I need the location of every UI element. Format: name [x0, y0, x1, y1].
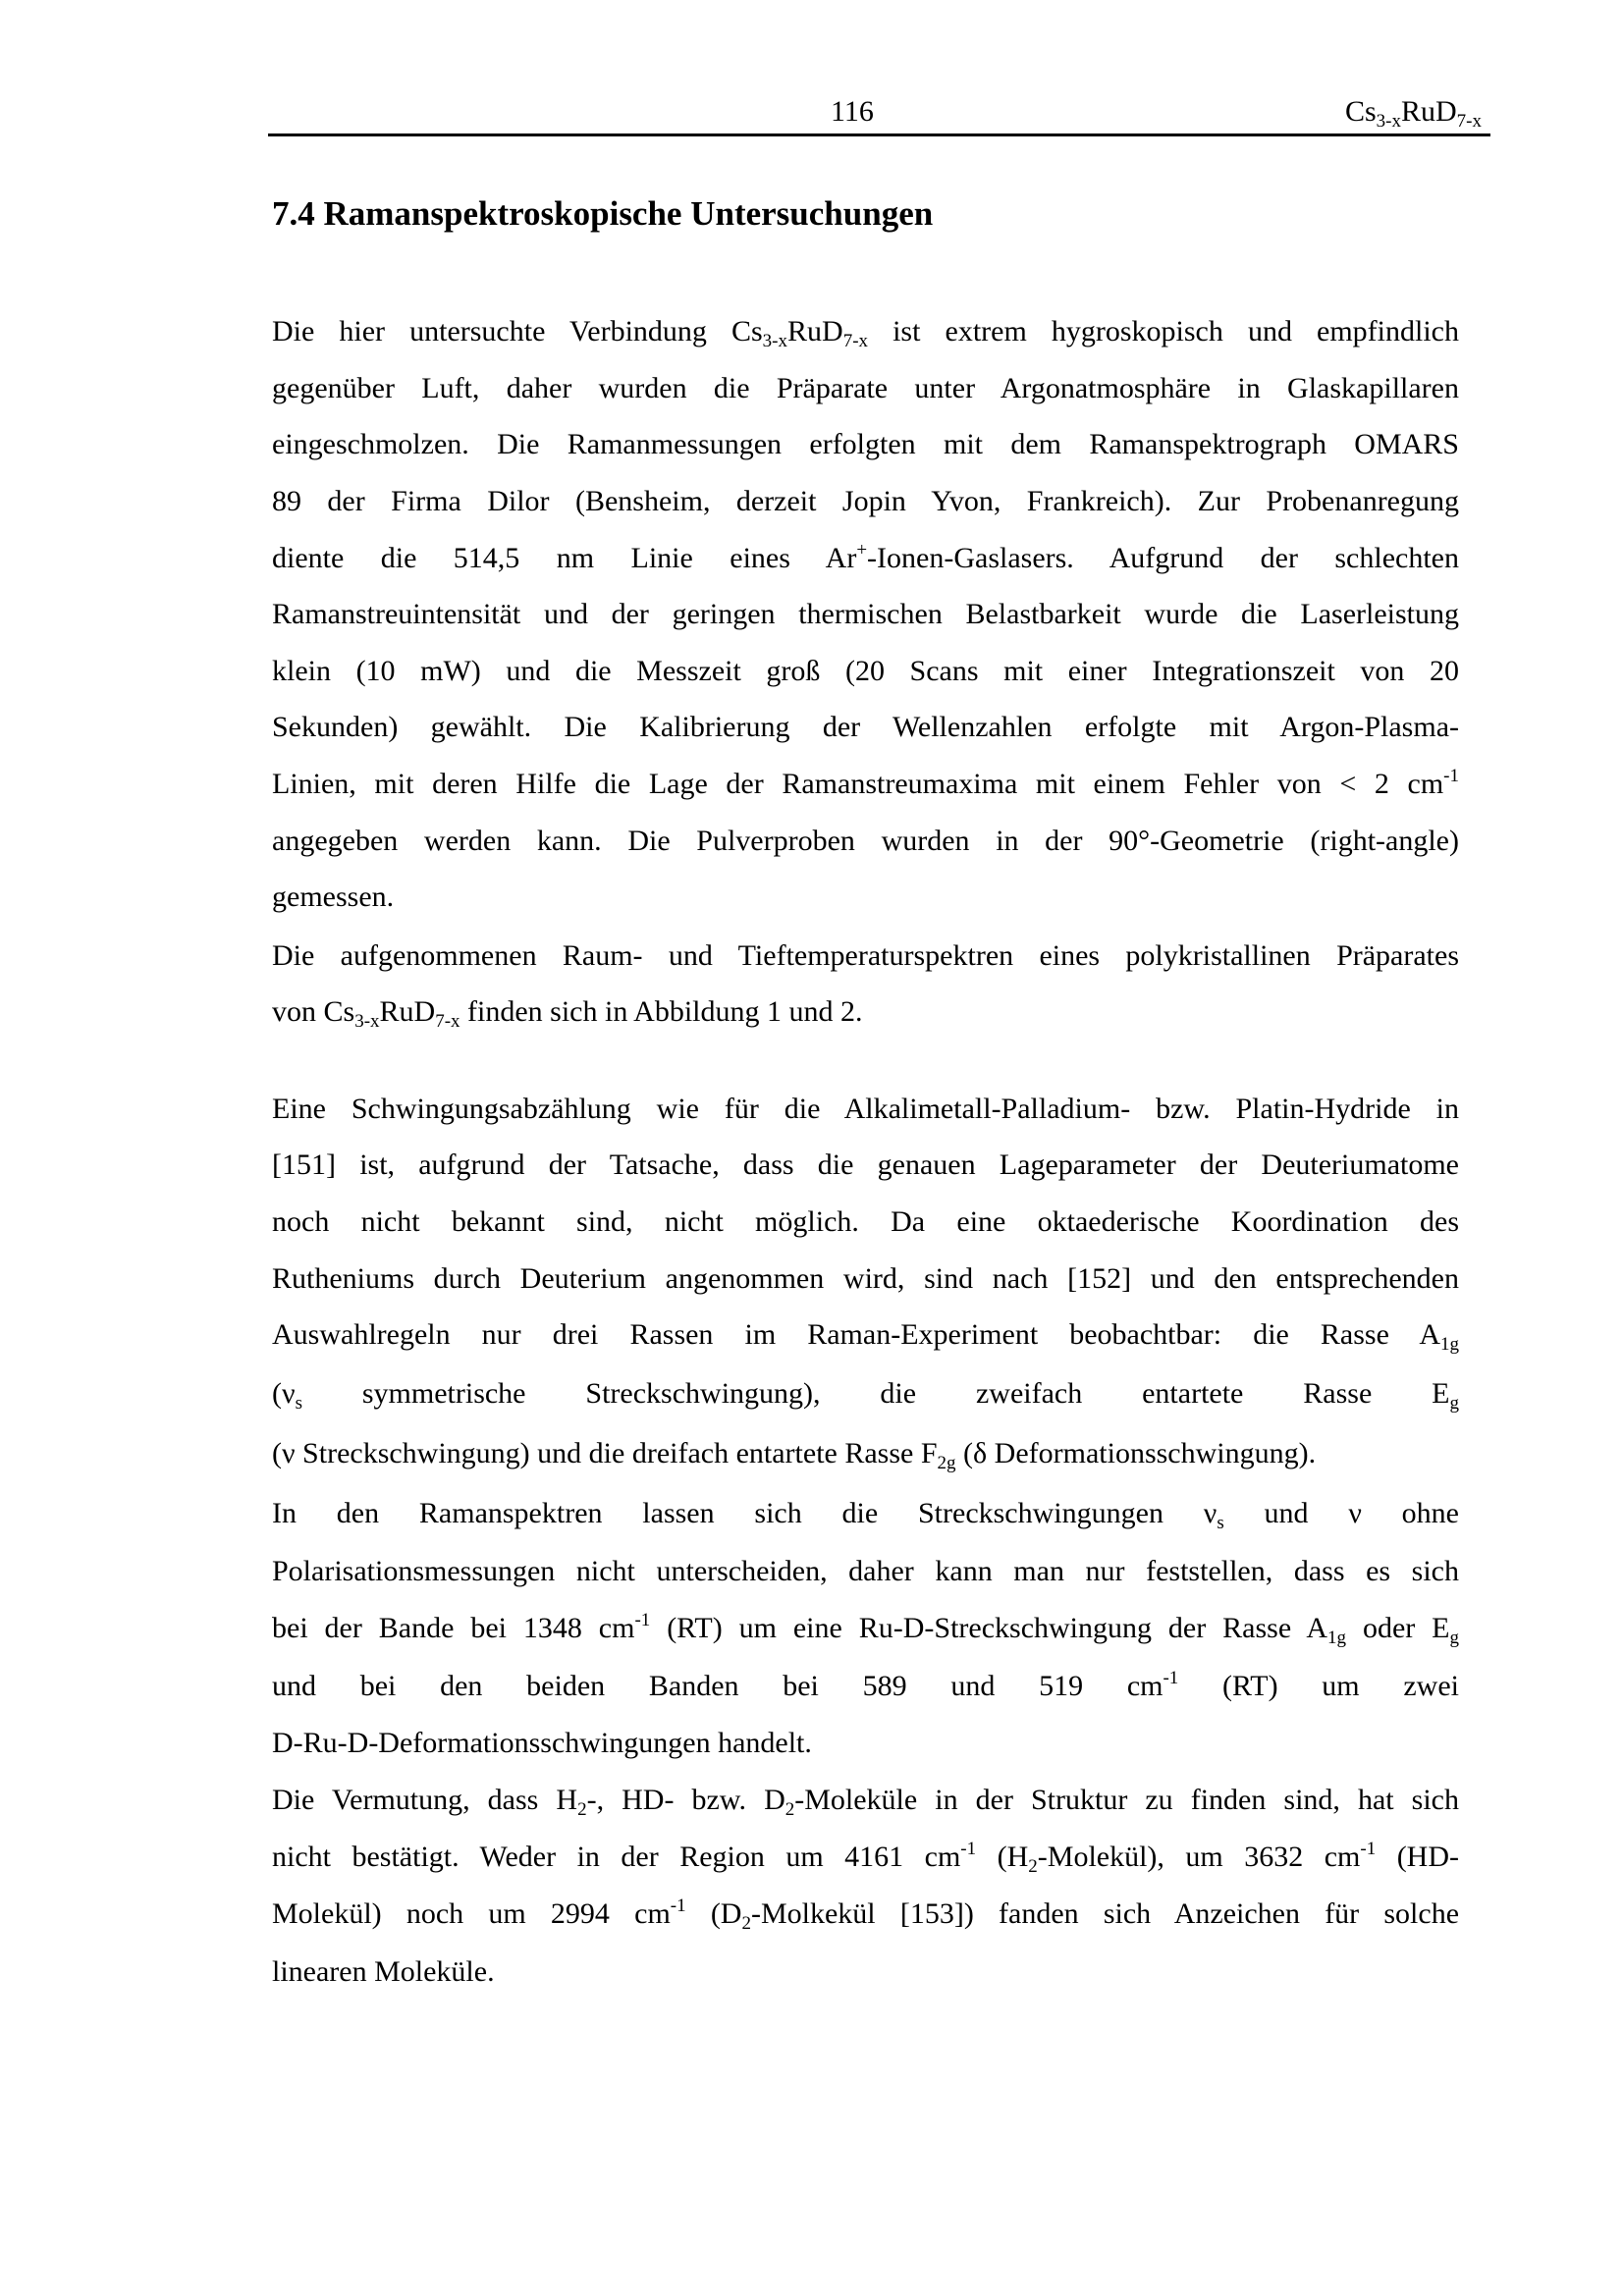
text-run: (D — [685, 1897, 742, 1930]
subscript: 7-x — [842, 331, 869, 351]
text-run: noch nicht bekannt sind, nicht möglich. Da eine oktaederische Koordination des — [272, 1205, 1459, 1238]
text-run: gemessen. — [272, 881, 395, 913]
text-run: diente die 514,5 nm Linie eines Ar — [272, 542, 857, 574]
text-line — [272, 1494, 1459, 1533]
text-line — [272, 482, 1459, 521]
text-run: gegenüber Luft, daher wurden die Präparate unter Argonatmosphäre in Glaskapillaren — [272, 372, 1459, 404]
text-run: -Ionen-Gaslasers. Aufgrund der schlechten — [867, 542, 1459, 574]
text-run: symmetrische Streckschwingung), die zweifach entartete Rasse E — [301, 1377, 1450, 1410]
text-run: Auswahlregeln nur drei Rassen im Raman-Experiment beobachtbar: die Rasse A — [272, 1318, 1440, 1351]
text-line — [272, 1609, 1459, 1648]
text-line — [272, 425, 1459, 464]
text-run: (RT) um zwei — [1178, 1670, 1459, 1702]
text-run: Die Vermutung, dass H — [272, 1784, 578, 1816]
subscript: g — [1449, 1628, 1459, 1648]
text-run: Molekül) noch um 2994 cm — [272, 1897, 671, 1930]
text-run: Cs — [1344, 95, 1377, 128]
text-line — [272, 878, 1459, 917]
text-run: von Cs — [272, 995, 355, 1028]
text-run: Rutheniums durch Deuterium angenommen wird, sind nach [152] und den entsprechenden — [272, 1262, 1459, 1295]
superscript: -1 — [1163, 1668, 1179, 1688]
subscript: 2 — [1028, 1856, 1038, 1877]
superscript: -1 — [670, 1896, 686, 1916]
text-line — [272, 312, 1459, 351]
text-run: Die aufgenommenen Raum- und Tieftemperaturspektren eines polykristallinen Präparates — [272, 939, 1459, 972]
text-line — [272, 1838, 1459, 1877]
text-run: RuD — [787, 315, 843, 347]
text-line — [272, 1952, 1459, 1992]
text-run: Linien, mit deren Hilfe die Lage der Ramanstreumaxima mit einem Fehler von < 2 cm — [272, 768, 1444, 800]
subscript: 2 — [577, 1799, 587, 1820]
text-line — [272, 822, 1459, 861]
subscript: 7-x — [1456, 111, 1482, 132]
text-run: Ramanstreuintensität und der geringen thermischen Belastbarkeit wurde die Laserleistung — [272, 598, 1459, 630]
text-run: nicht bestätigt. Weder in der Region um 4161 cm — [272, 1841, 961, 1873]
text-line — [272, 539, 1459, 578]
text-run: (δ Deformationsschwingung). — [955, 1437, 1317, 1469]
text-line — [272, 1374, 1459, 1414]
text-line — [272, 936, 1459, 976]
text-run: Eine Schwingungsabzählung wie für die Alkalimetall-Palladium- bzw. Platin-Hydride in — [272, 1093, 1459, 1125]
text-run: oder E — [1346, 1612, 1450, 1644]
text-run: RuD — [1400, 95, 1457, 128]
text-run: und ν ohne — [1223, 1497, 1459, 1529]
text-line — [272, 1667, 1459, 1706]
text-run: -Molekül), um 3632 cm — [1037, 1841, 1361, 1873]
subscript: 2g — [937, 1453, 956, 1473]
text-run: 89 der Firma Dilor (Bensheim, derzeit Jopin Yvon, Frankreich). Zur Probenanregung — [272, 485, 1459, 517]
text-line — [272, 992, 1459, 1032]
text-run: -Moleküle in der Struktur zu finden sind, hat sich — [794, 1784, 1460, 1816]
subscript: 2 — [784, 1799, 795, 1820]
text-line — [272, 1090, 1459, 1129]
text-line — [272, 765, 1459, 804]
text-run: Polarisationsmessungen nicht unterscheiden, daher kann man nur feststellen, dass es sich — [272, 1555, 1459, 1587]
text-line — [272, 708, 1459, 747]
text-run: ist extrem hygroskopisch und empfindlich — [868, 315, 1459, 347]
text-line — [272, 652, 1459, 691]
text-line — [272, 595, 1459, 634]
text-run: (HD- — [1376, 1841, 1459, 1873]
superscript: -1 — [1443, 766, 1459, 786]
subscript: 3-x — [1376, 111, 1401, 132]
text-run: (H — [976, 1841, 1029, 1873]
header-rule — [268, 133, 1490, 136]
superscript: -1 — [1360, 1839, 1377, 1859]
text-line — [272, 369, 1459, 408]
text-line — [272, 1315, 1459, 1355]
subscript: 7-x — [435, 1011, 460, 1032]
superscript: + — [856, 540, 868, 561]
text-run: bei der Bande bei 1348 cm — [272, 1612, 635, 1644]
text-run: D-Ru-D-Deformationsschwingungen handelt. — [272, 1727, 812, 1759]
text-line — [272, 1552, 1459, 1591]
text-run: klein (10 mW) und die Messzeit groß (20 Scans mit einer Integrationszeit von 20 — [272, 655, 1459, 687]
subscript: 3-x — [354, 1011, 380, 1032]
subscript: s — [1217, 1513, 1224, 1533]
text-run: eingeschmolzen. Die Ramanmessungen erfolgten mit dem Ramanspektrograph OMARS — [272, 428, 1459, 460]
subscript: g — [1449, 1393, 1459, 1414]
text-line — [272, 1146, 1459, 1185]
subscript: 3-x — [762, 331, 787, 351]
text-run: RuD — [379, 995, 436, 1028]
text-line — [272, 1259, 1459, 1299]
text-line — [272, 1434, 1459, 1473]
text-run: -, HD- bzw. D — [586, 1784, 785, 1816]
superscript: -1 — [634, 1610, 651, 1630]
text-run: Sekunden) gewählt. Die Kalibrierung der Wellenzahlen erfolgte mit Argon-Plasma- — [272, 711, 1459, 743]
page-number: 116 — [831, 95, 874, 128]
text-line — [272, 1202, 1459, 1242]
text-run: angegeben werden kann. Die Pulverproben wurden in der 90°-Geometrie (right-angle) — [272, 825, 1459, 857]
text-run: In den Ramanspektren lassen sich die Streckschwingungen ν — [272, 1497, 1217, 1529]
running-title — [1345, 94, 1482, 130]
text-run: Die hier untersuchte Verbindung Cs — [272, 315, 763, 347]
text-run: (ν — [272, 1377, 296, 1410]
text-run: (ν Streckschwingung) und die dreifach entartete Rasse F — [272, 1437, 938, 1469]
superscript: -1 — [960, 1839, 977, 1859]
text-run: (RT) um eine Ru-D-Streckschwingung der Rasse A — [650, 1612, 1328, 1644]
text-line — [272, 1724, 1459, 1763]
subscript: 1g — [1327, 1628, 1347, 1648]
text-line — [272, 1781, 1459, 1820]
subscript: 1g — [1440, 1334, 1459, 1355]
text-run: und bei den beiden Banden bei 589 und 519 cm — [272, 1670, 1163, 1702]
text-run: linearen Moleküle. — [272, 1955, 495, 1988]
subscript: 2 — [741, 1913, 751, 1934]
text-line — [272, 1895, 1459, 1934]
text-run: finden sich in Abbildung 1 und 2. — [460, 995, 863, 1028]
section-heading: 7.4 Ramanspektroskopische Untersuchungen — [272, 194, 934, 233]
subscript: s — [295, 1393, 302, 1414]
text-run: -Molkekül [153]) fanden sich Anzeichen für solche — [750, 1897, 1460, 1930]
text-run: [151] ist, aufgrund der Tatsache, dass die genauen Lageparameter der Deuteriumatome — [272, 1148, 1459, 1181]
